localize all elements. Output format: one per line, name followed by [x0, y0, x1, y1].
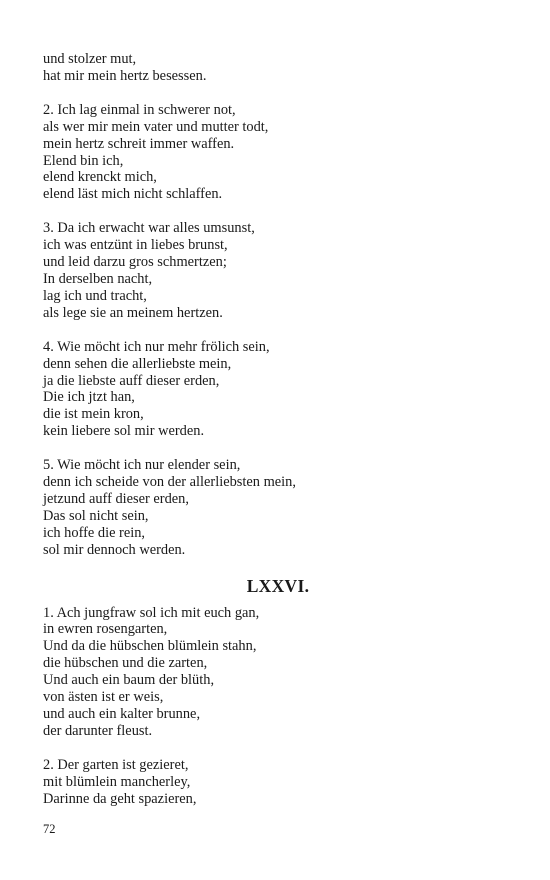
verse-line: Und da die hübschen blümlein stahn, [43, 638, 257, 655]
verse-line: 2. Ich lag einmal in schwerer not, [43, 101, 236, 118]
verse-line: hat mir mein hertz besessen. [43, 67, 207, 84]
verse-line: lag ich und tracht, [43, 287, 147, 304]
verse-line: ja die liebste auff dieser erden, [43, 372, 220, 389]
verse-line: und stolzer mut, [43, 51, 137, 67]
verse-line: 5. Wie möcht ich nur elender sein, [43, 457, 241, 474]
verse-line: von ästen ist er weis, [43, 689, 164, 706]
verse-line: mein hertz schreit immer waffen. [43, 135, 235, 152]
verse-line: in ewren rosengarten, [43, 621, 168, 638]
stanza [43, 339, 513, 440]
verse-line: 3. Da ich erwacht war alles umsunst, [43, 220, 255, 237]
verse-line: elend läst mich nicht schlaffen. [43, 186, 223, 203]
stanza [43, 757, 513, 808]
verse-line: 4. Wie möcht ich nur mehr frölich sein, [43, 338, 270, 355]
verse-line: denn sehen die allerliebste mein, [43, 355, 232, 372]
stanza [43, 102, 513, 203]
page-number: 72 [43, 822, 56, 836]
verse-line: Das sol nicht sein, [43, 507, 149, 524]
song-new [43, 605, 513, 808]
verse-line: Und auch ein baum der blüth, [43, 672, 215, 689]
verse-line: mit blümlein mancherley, [43, 773, 191, 790]
verse-line: ich was entzünt in liebes brunst, [43, 237, 228, 254]
verse-line: elend krenckt mich, [43, 169, 157, 186]
verse-line: In derselben nacht, [43, 270, 153, 287]
verse-line: 2. Der garten ist gezieret, [43, 756, 189, 773]
verse-line: 1. Ach jungfraw sol ich mit euch gan, [43, 604, 260, 621]
verse-line: und auch ein kalter brunne, [43, 706, 201, 722]
stanza [43, 457, 513, 558]
verse-line: Elend bin ich, [43, 152, 124, 169]
verse-line: Darinne da geht spazieren, [43, 790, 197, 807]
stanza [43, 605, 513, 740]
verse-line: die ist mein kron, [43, 406, 144, 423]
stanza [43, 51, 513, 85]
verse-line: und leid darzu gros schmertzen; [43, 254, 227, 271]
verse-line: Die ich jtzt han, [43, 389, 135, 406]
verse-line: die hübschen und die zarten, [43, 655, 208, 672]
verse-line: als wer mir mein vater und mutter todt, [43, 118, 269, 135]
verse-line: der darunter fleust. [43, 722, 153, 739]
verse-line: denn ich scheide von der allerliebsten mein, [43, 474, 296, 491]
verse-line: sol mir dennoch werden. [43, 541, 186, 558]
verse-line: ich hoffe die rein, [43, 524, 146, 541]
verse-line: als lege sie an meinem hertzen. [43, 304, 223, 321]
song-heading: LXXVI. [246, 575, 310, 596]
verse-line: jetzund auff dieser erden, [43, 490, 189, 507]
verse-line: kein liebere sol mir werden. [43, 423, 205, 440]
song-continuation [43, 51, 513, 559]
page-body [43, 51, 513, 825]
stanza [43, 220, 513, 321]
